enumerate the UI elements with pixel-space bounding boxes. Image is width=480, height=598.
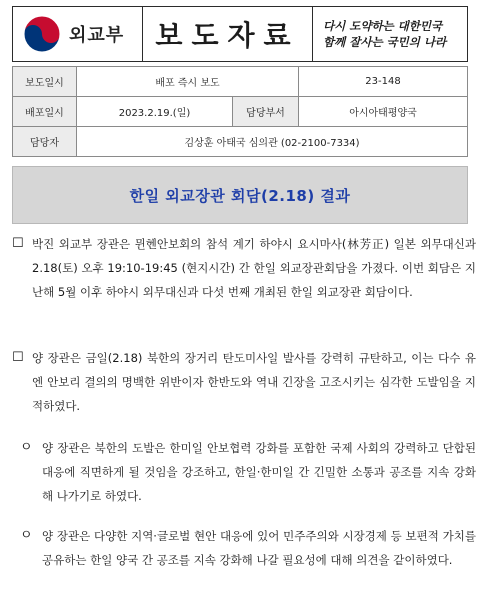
title-banner	[12, 166, 468, 224]
release-number: 23-148	[299, 67, 468, 97]
release-info-table	[12, 66, 468, 157]
department-value: 아시아태평양국	[299, 97, 468, 127]
paragraph-text: 양 장관은 금일(2.18) 북한의 장거리 탄도미사일 발사를 강력히 규탄하고, 이는 다수 유엔 안보리 결의의 명백한 위반이자 한반도와 역내 긴장을 고조시키는 심각한 도발임을 지적하였다.	[32, 351, 476, 413]
release-date-label: 보도일시	[13, 67, 77, 97]
circle-bullet-icon: ㅇ	[20, 528, 33, 543]
contact-label: 담당자	[13, 127, 77, 157]
paragraph-shared-values	[20, 524, 476, 572]
distribution-date-row	[13, 97, 468, 127]
press-release-header	[12, 6, 468, 62]
checkbox-bullet-icon: ☐	[12, 236, 24, 251]
slogan-line-1: 다시 도약하는 대한민국	[323, 19, 443, 33]
release-date-value: 배포 즉시 보도	[77, 67, 299, 97]
document-title: 한일 외교장관 회담(2.18) 결과	[129, 186, 351, 205]
taegeuk-emblem-icon	[23, 15, 61, 53]
ministry-logo	[13, 7, 143, 61]
press-title: 보도자료	[155, 19, 300, 52]
department-label: 담당부서	[233, 97, 299, 127]
paragraph-trilateral-cooperation	[20, 436, 476, 508]
slogan-line-2: 함께 잘사는 국민의 나라	[323, 35, 447, 49]
distribution-date-label: 배포일시	[13, 97, 77, 127]
contact-value: 김상훈 아태국 심의관 (02-2100-7334)	[77, 127, 468, 157]
checkbox-bullet-icon: ☐	[12, 350, 24, 365]
paragraph-meeting-overview	[12, 232, 476, 304]
paragraph-text: 박진 외교부 장관은 뮌헨안보회의 참석 계기 하야시 요시마사(林芳正) 일본 외무대신과 2.18(토) 오후 19:10-19:45 (현지시간) 간 한일 외교장관회담을 가졌다. 이번 회담은 지난해 5월 이후 하야시 외무대신과 다섯 번째 개최된 한일 외교장관 회담이다.	[32, 237, 476, 299]
ministry-name: 외교부	[69, 25, 125, 46]
paragraph-north-korea-condemnation	[12, 346, 476, 418]
release-date-row	[13, 67, 468, 97]
paragraph-text: 양 장관은 다양한 지역·글로벌 현안 대응에 있어 민주주의와 시장경제 등 보편적 가치를 공유하는 한일 양국 간 공조를 지속 강화해 나갈 필요성에 대해 의견을 같이하였다.	[42, 529, 476, 567]
press-title-cell	[143, 7, 313, 61]
distribution-date-value: 2023.2.19.(일)	[77, 97, 233, 127]
contact-row	[13, 127, 468, 157]
circle-bullet-icon: ㅇ	[20, 440, 33, 455]
government-slogan	[313, 7, 467, 61]
paragraph-text: 양 장관은 북한의 도발은 한미일 안보협력 강화를 포함한 국제 사회의 강력하고 단합된 대응에 직면하게 될 것임을 강조하고, 한일·한미일 간 긴밀한 소통과 공조를 지속 강화해 나가기로 하였다.	[42, 441, 476, 503]
